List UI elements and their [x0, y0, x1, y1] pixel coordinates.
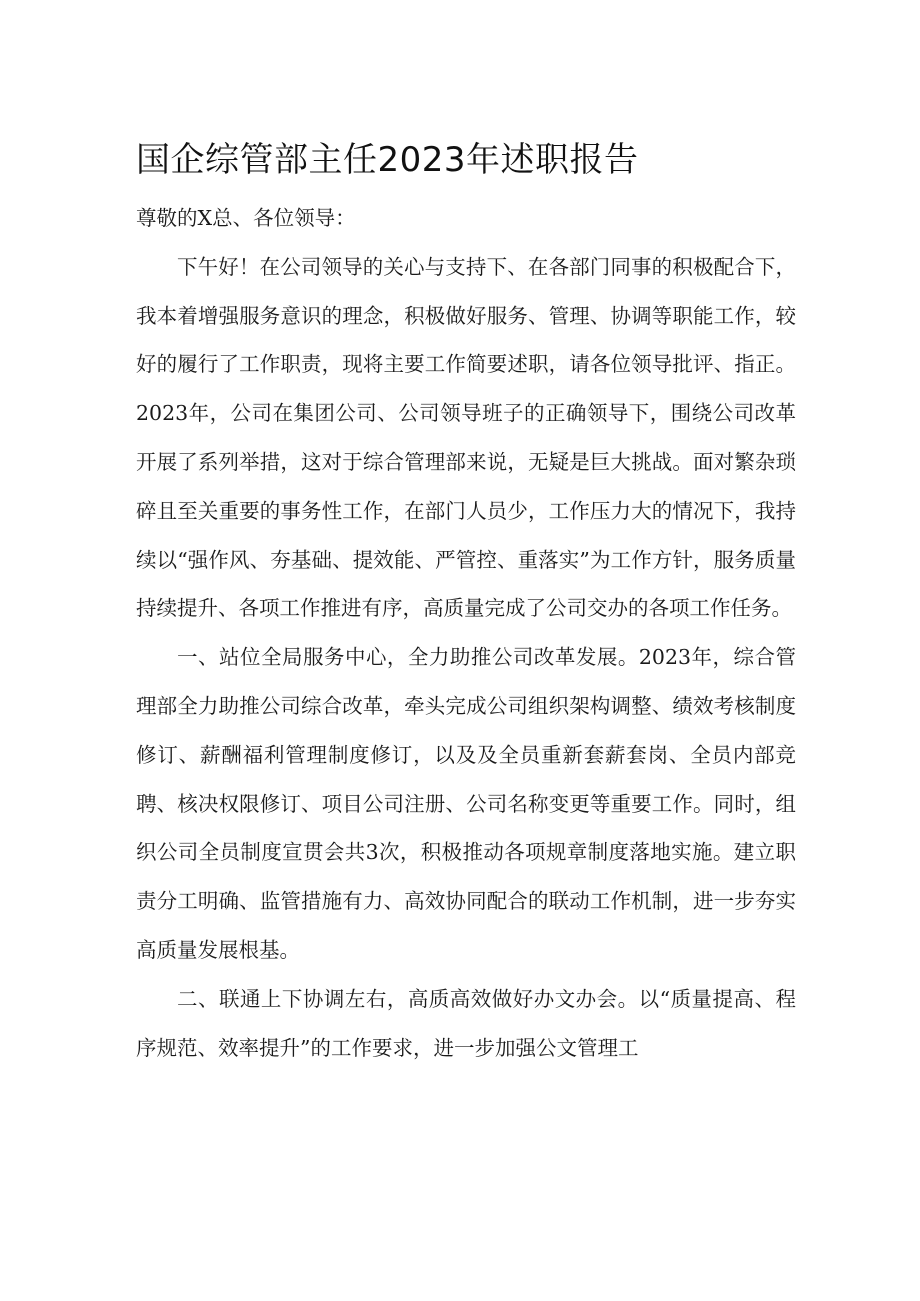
document-body [136, 194, 796, 1072]
paragraph-intro: 下午好！在公司领导的关心与支持下、在各部门同事的积极配合下，我本着增强服务意识的理念，积极做好服务、管理、协调等职能工作，较好的履行了工作职责，现将主要工作简要述职，请各位领导批评、指正。2023年，公司在集团公司、公司领导班子的正确领导下，围绕公司改革开展了系列举措，这对于综合管理部来说，无疑是巨大挑战。面对繁杂琐碎且至关重要的事务性工作，在部门人员少，工作压力大的情况下，我持续以“强作风、夯基础、提效能、严管控、重落实”为工作方针，服务质量持续提升、各项工作推进有序，高质量完成了公司交办的各项工作任务。 [136, 254, 796, 621]
paragraph-section-1: 一、站位全局服务中心，全力助推公司改革发展。2023年，综合管理部全力助推公司综合改革，牵头完成公司组织架构调整、绩效考核制度修订、薪酬福利管理制度修订，以及及全员重新套薪套岗、全员内部竞聘、核决权限修订、项目公司注册、公司名称变更等重要工作。同时，组织公司全员制度宣贯会共3次，积极推动各项规章制度落地实施。建立职责分工明确、监管措施有力、高效协同配合的联动工作机制，进一步夯实高质量发展根基。 [136, 645, 796, 962]
salutation: 尊敬的X总、各位领导： [136, 206, 356, 230]
paragraph-section-2: 二、联通上下协调左右，高质高效做好办文办会。以“质量提高、程序规范、效率提升”的工作要求，进一步加强公文管理工 [136, 986, 796, 1060]
document-title: 国企综管部主任2023年述职报告 [136, 140, 639, 180]
